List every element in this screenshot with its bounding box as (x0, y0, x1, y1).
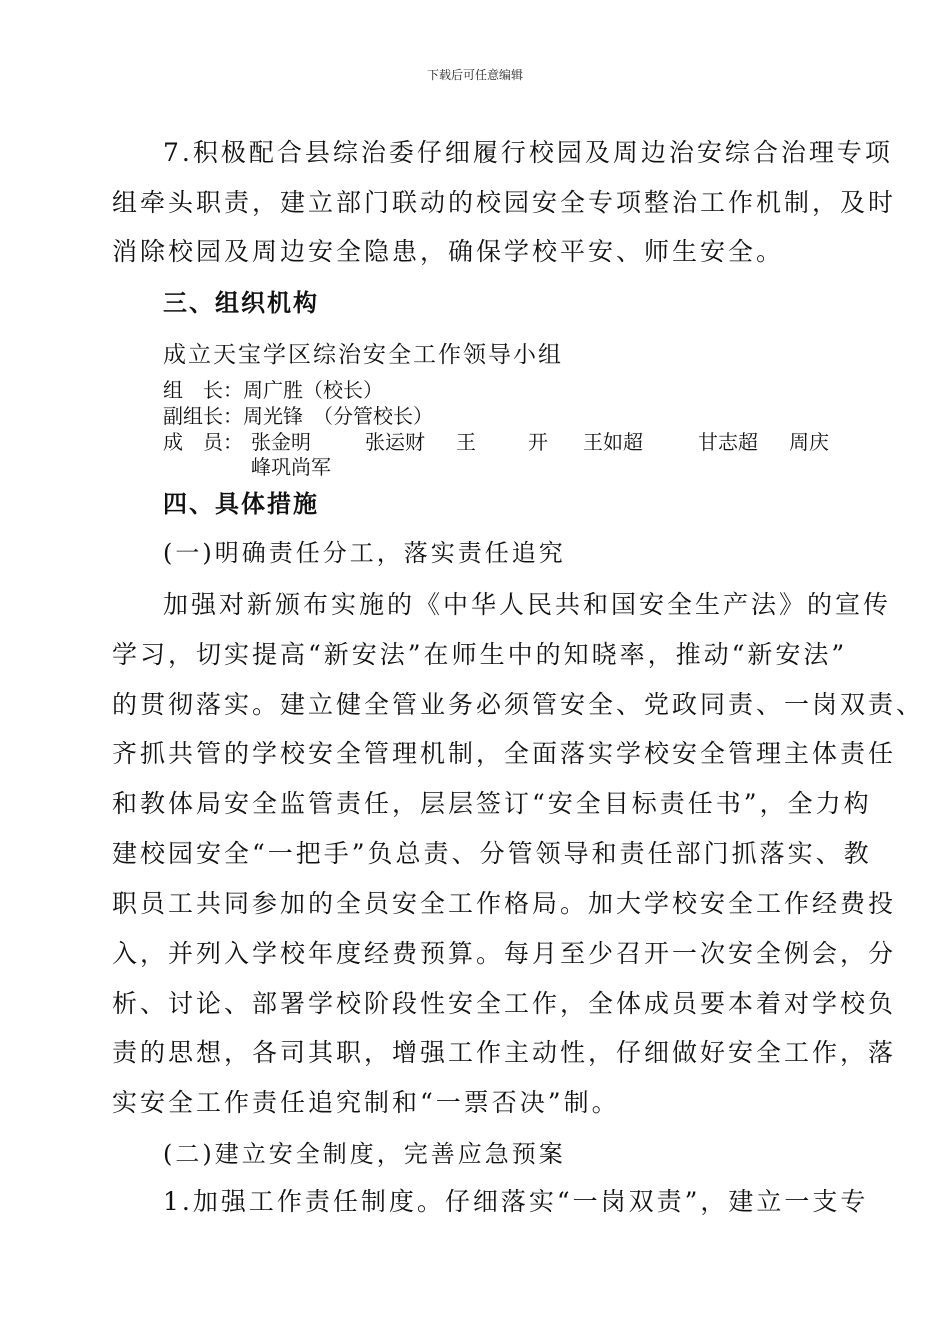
section4-para-line: 齐抓共管的学校安全管理机制，全面落实学校安全管理主体责任 (112, 739, 897, 768)
section4-para-line: 学习，切实提高“新安法”在师生中的知晓率，推动“新安法” (112, 640, 848, 669)
section3-title: 三、组织机构 (163, 289, 319, 317)
section4-item1: 1.加强工作责任制度。仔细落实“一岗双责”，建立一支专 (163, 1187, 869, 1216)
section4-sub2: (二)建立安全制度，完善应急预案 (163, 1140, 566, 1168)
section3-intro: 成立天宝学区综治安全工作领导小组 (163, 342, 563, 368)
section4-para-line: 职员工共同参加的全员安全工作格局。加大学校安全工作经费投 (112, 889, 897, 918)
members-line-2: 峰巩尚军 (251, 455, 331, 479)
section4-para-line: 和教体局安全监管责任，层层签订“安全目标责任书”，全力构 (112, 789, 872, 818)
member-name: 张金明 (251, 430, 311, 454)
member-name: 甘志超 (698, 430, 758, 454)
member-name: 周庆 (789, 430, 829, 454)
member-name: 开 (528, 430, 548, 454)
member-name: 王 (456, 430, 476, 454)
section4-para-line: 加强对新颁布实施的《中华人民共和国安全生产法》的宣传 (163, 590, 892, 619)
leader-line: 组 长：周广胜（校长） (163, 378, 383, 402)
section4-para-line: 析、讨论、部署学校阶段性安全工作，全体成员要本着对学校负 (112, 989, 897, 1018)
section4-para-line: 建校园安全“一把手”负总责、分管领导和责任部门抓落实、教 (112, 839, 872, 868)
member-name: 张运财 (365, 430, 425, 454)
section4-title: 四、具体措施 (163, 490, 319, 518)
member-name: 王如超 (583, 430, 643, 454)
members-label: 成 员： (163, 430, 243, 454)
section4-para-line: 实安全工作责任追究制和“一票否决”制。 (112, 1088, 620, 1117)
item7-line-2: 组牵头职责，建立部门联动的校园安全专项整治工作机制，及时 (112, 188, 897, 217)
section4-para-line: 责的思想，各司其职，增强工作主动性，仔细做好安全工作，落 (112, 1038, 897, 1067)
item7-line-3: 消除校园及周边安全隐患，确保学校平安、师生安全。 (112, 237, 785, 266)
item7-line-1: 7.积极配合县综治委仔细履行校园及周边治安综合治理专项 (163, 138, 893, 167)
section4-para-line: 入，并列入学校年度经费预算。每月至少召开一次安全例会，分 (112, 939, 897, 968)
section4-para-line: 的贯彻落实。建立健全管业务必须管安全、党政同责、一岗双责、 (112, 690, 925, 719)
deputy-line: 副组长：周光锋 （分管校长） (163, 404, 433, 428)
section4-sub1: (一)明确责任分工，落实责任追究 (163, 539, 566, 567)
header-note: 下载后可任意编辑 (426, 68, 523, 82)
